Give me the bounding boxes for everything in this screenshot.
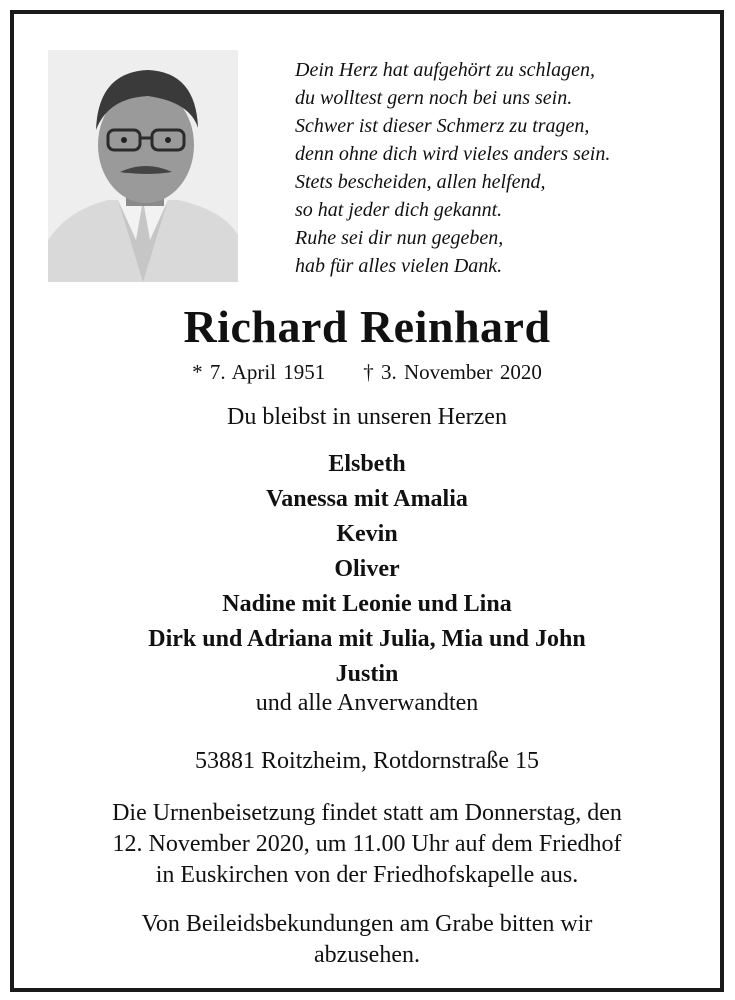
obituary-card [10, 10, 724, 992]
poem-line: hab für alles vielen Dank. [295, 255, 503, 277]
condolence-line: Von Beileidsbekundungen am Grabe bitten wir [141, 911, 593, 937]
poem-line: Dein Herz hat aufgehört zu schlagen, [295, 59, 595, 81]
family-member: Elsbeth [328, 451, 406, 477]
birth-date: * 7. April 1951 [192, 360, 326, 384]
family-list [14, 447, 720, 692]
funeral-line: 12. November 2020, um 11.00 Uhr auf dem Friedhof [112, 831, 622, 857]
relatives-line: und alle Anverwandten [255, 690, 479, 716]
poem-line: du wolltest gern noch bei uns sein. [295, 87, 573, 109]
life-dates [14, 360, 720, 385]
poem-line: Ruhe sei dir nun gegeben, [295, 227, 504, 249]
poem-line: denn ohne dich wird vieles anders sein. [295, 143, 611, 165]
death-date: † 3. November 2020 [363, 360, 542, 384]
poem-line: so hat jeder dich gekannt. [295, 199, 503, 221]
poem-line: Schwer ist dieser Schmerz zu tragen, [295, 115, 590, 137]
funeral-line: Die Urnenbeisetzung findet statt am Donnerstag, den [112, 800, 622, 826]
poem [295, 56, 695, 280]
address: 53881 Roitzheim, Rotdornstraße 15 [195, 748, 539, 774]
family-member: Oliver [334, 556, 400, 582]
poem-line: Stets bescheiden, allen helfend, [295, 171, 546, 193]
condolence-line: abzusehen. [314, 942, 420, 968]
motto: Du bleibst in unseren Herzen [227, 404, 507, 430]
family-member: Kevin [336, 521, 398, 547]
funeral-line: in Euskirchen von der Friedhofskapelle aus. [155, 862, 579, 888]
family-member: Vanessa mit Amalia [266, 486, 468, 512]
funeral-notice [14, 798, 720, 891]
portrait-photo [48, 50, 238, 282]
portrait-illustration [48, 50, 238, 282]
family-member: Nadine mit Leonie und Lina [222, 591, 512, 617]
deceased-name: Richard Reinhard [183, 301, 551, 352]
condolence-notice [14, 909, 720, 971]
family-member: Dirk und Adriana mit Julia, Mia und John [148, 626, 586, 652]
family-member: Justin [335, 661, 399, 687]
